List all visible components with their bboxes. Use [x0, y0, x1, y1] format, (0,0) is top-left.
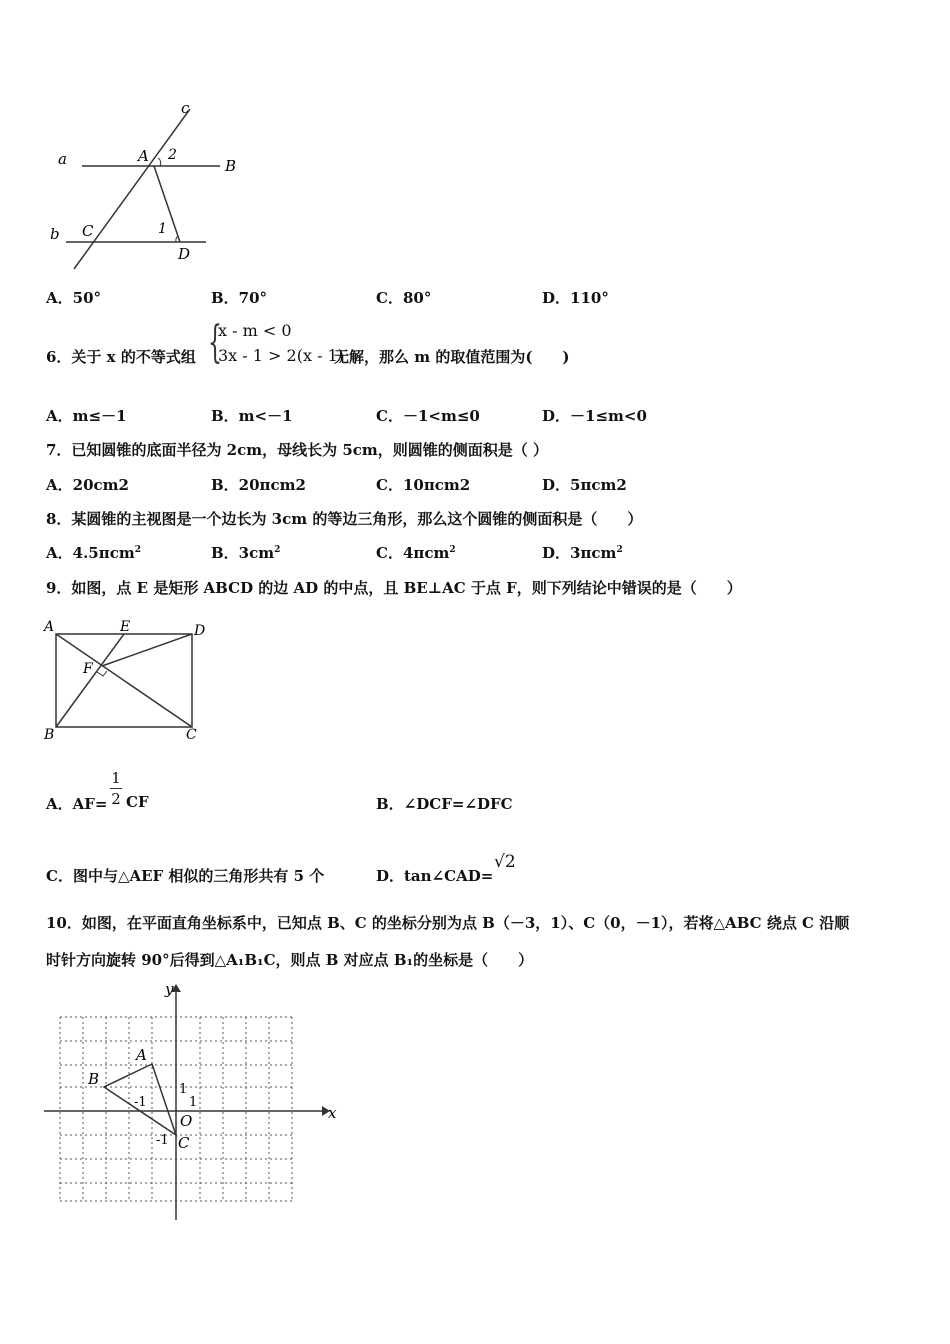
label-1: 1: [158, 221, 167, 237]
q8-option-b-main: B．3cm: [211, 544, 275, 562]
label-B: B: [225, 157, 237, 175]
label-x: x: [328, 1104, 337, 1122]
q7-option-a[interactable]: A．20cm2: [46, 476, 129, 494]
q9-option-a-prefix[interactable]: A．AF=: [46, 795, 108, 813]
label-a: a: [58, 150, 67, 168]
q9-option-d-prefix[interactable]: D．tan∠CAD=: [376, 867, 494, 885]
diagonal-ac: [56, 634, 192, 727]
label-c: c: [181, 99, 190, 117]
label-D: D: [178, 245, 191, 263]
q5-option-c[interactable]: C．80°: [376, 289, 432, 307]
q7-option-c[interactable]: C．10πcm2: [376, 476, 471, 494]
angle-1-arc: [176, 236, 178, 242]
fraction-numerator: 1: [111, 769, 121, 787]
q8-option-a-main: A．4.5πcm: [46, 544, 135, 562]
q8-option-b[interactable]: [211, 542, 280, 563]
q8-text: 8．某圆锥的主视图是一个边长为 3cm 的等边三角形，那么这个圆锥的侧面积是（ ）: [46, 510, 643, 528]
label-b: b: [50, 225, 60, 243]
q8-option-d[interactable]: [542, 542, 623, 563]
q6-option-c[interactable]: C．－1<m≤0: [376, 407, 480, 425]
q7-text: 7．已知圆锥的底面半径为 2cm，母线长为 5cm，则圆锥的侧面积是（ ）: [46, 441, 548, 459]
label-C: C: [178, 1134, 190, 1152]
q5-option-d[interactable]: D．110°: [542, 289, 609, 307]
q7-option-d[interactable]: D．5πcm2: [542, 476, 627, 494]
angle-2-arc: [158, 158, 161, 166]
q8-option-d-main: D．3πcm: [542, 544, 617, 562]
line-c: [74, 109, 190, 269]
q10-line2: 时针方向旋转 90°后得到△A₁B₁C，则点 B 对应点 B₁的坐标是（ ）: [46, 951, 534, 969]
q5-figure: [40, 95, 250, 275]
tick-neg1-y: -1: [156, 1133, 169, 1148]
q9-option-c[interactable]: C．图中与△AEF 相似的三角形共有 5 个: [46, 867, 325, 885]
label-B: B: [44, 727, 55, 743]
q8-option-a[interactable]: [46, 542, 141, 563]
label-O: O: [180, 1112, 193, 1130]
right-angle-mark: [97, 671, 107, 676]
q8-option-d-sup: 2: [616, 545, 623, 555]
q8-option-a-sup: 2: [134, 545, 141, 555]
q7-option-b[interactable]: B．20πcm2: [211, 476, 306, 494]
q6-option-d[interactable]: D．－1≤m<0: [542, 407, 647, 425]
q6-suffix: 无解，那么 m 的取值范围为( ): [334, 348, 570, 366]
q5-option-b[interactable]: B．70°: [211, 289, 268, 307]
q9-option-a-fraction: [108, 769, 124, 808]
label-C: C: [186, 727, 197, 743]
q9-option-d-sqrt: √2: [494, 852, 516, 872]
q9-option-a-suffix: CF: [126, 793, 149, 811]
q10-coordinate-figure: [38, 980, 343, 1225]
label-2: 2: [168, 147, 177, 163]
q10-line1: 10．如图，在平面直角坐标系中，已知点 B、C 的坐标分别为点 B（－3，1）、C（0，－1），若将△ABC 绕点 C 沿顺: [46, 914, 850, 932]
label-C: C: [82, 222, 94, 240]
segment-be: [56, 634, 124, 727]
q6-option-a[interactable]: A．m≤－1: [46, 407, 127, 425]
q6-row2: 3x - 1 > 2(x - 1): [218, 346, 344, 365]
label-D: D: [194, 623, 206, 639]
q6-option-b[interactable]: B．m<－1: [211, 407, 293, 425]
label-F: F: [83, 661, 93, 677]
fraction-denominator: 2: [111, 790, 121, 808]
q9-text: 9．如图，点 E 是矩形 ABCD 的边 AD 的中点，且 BE⊥AC 于点 F，则下列结论中错误的是（ ）: [46, 579, 742, 597]
q9-figure: [40, 615, 215, 745]
q8-option-c-sup: 2: [449, 545, 456, 555]
label-E: E: [120, 619, 131, 635]
tick-1-x: 1: [189, 1095, 198, 1110]
segment-fd: [102, 634, 192, 666]
q8-option-c[interactable]: [376, 542, 456, 563]
q9-option-b[interactable]: B．∠DCF=∠DFC: [376, 795, 513, 813]
q6-row1: x - m < 0: [218, 321, 292, 340]
tick-1-y: 1: [179, 1082, 188, 1097]
label-A: A: [138, 147, 149, 165]
q8-option-c-main: C．4πcm: [376, 544, 450, 562]
q5-option-a[interactable]: A．50°: [46, 289, 102, 307]
label-B: B: [88, 1070, 100, 1088]
label-A: A: [136, 1046, 147, 1064]
q6-prefix: 6．关于 x 的不等式组: [46, 348, 196, 366]
q6-inequality-system: [208, 317, 344, 370]
fraction-bar: [110, 788, 122, 789]
brace-glyph: {: [208, 317, 222, 368]
label-A: A: [44, 619, 55, 635]
tick-neg1-x: -1: [134, 1095, 147, 1110]
label-y: y: [165, 980, 174, 998]
q8-option-b-sup: 2: [274, 545, 281, 555]
